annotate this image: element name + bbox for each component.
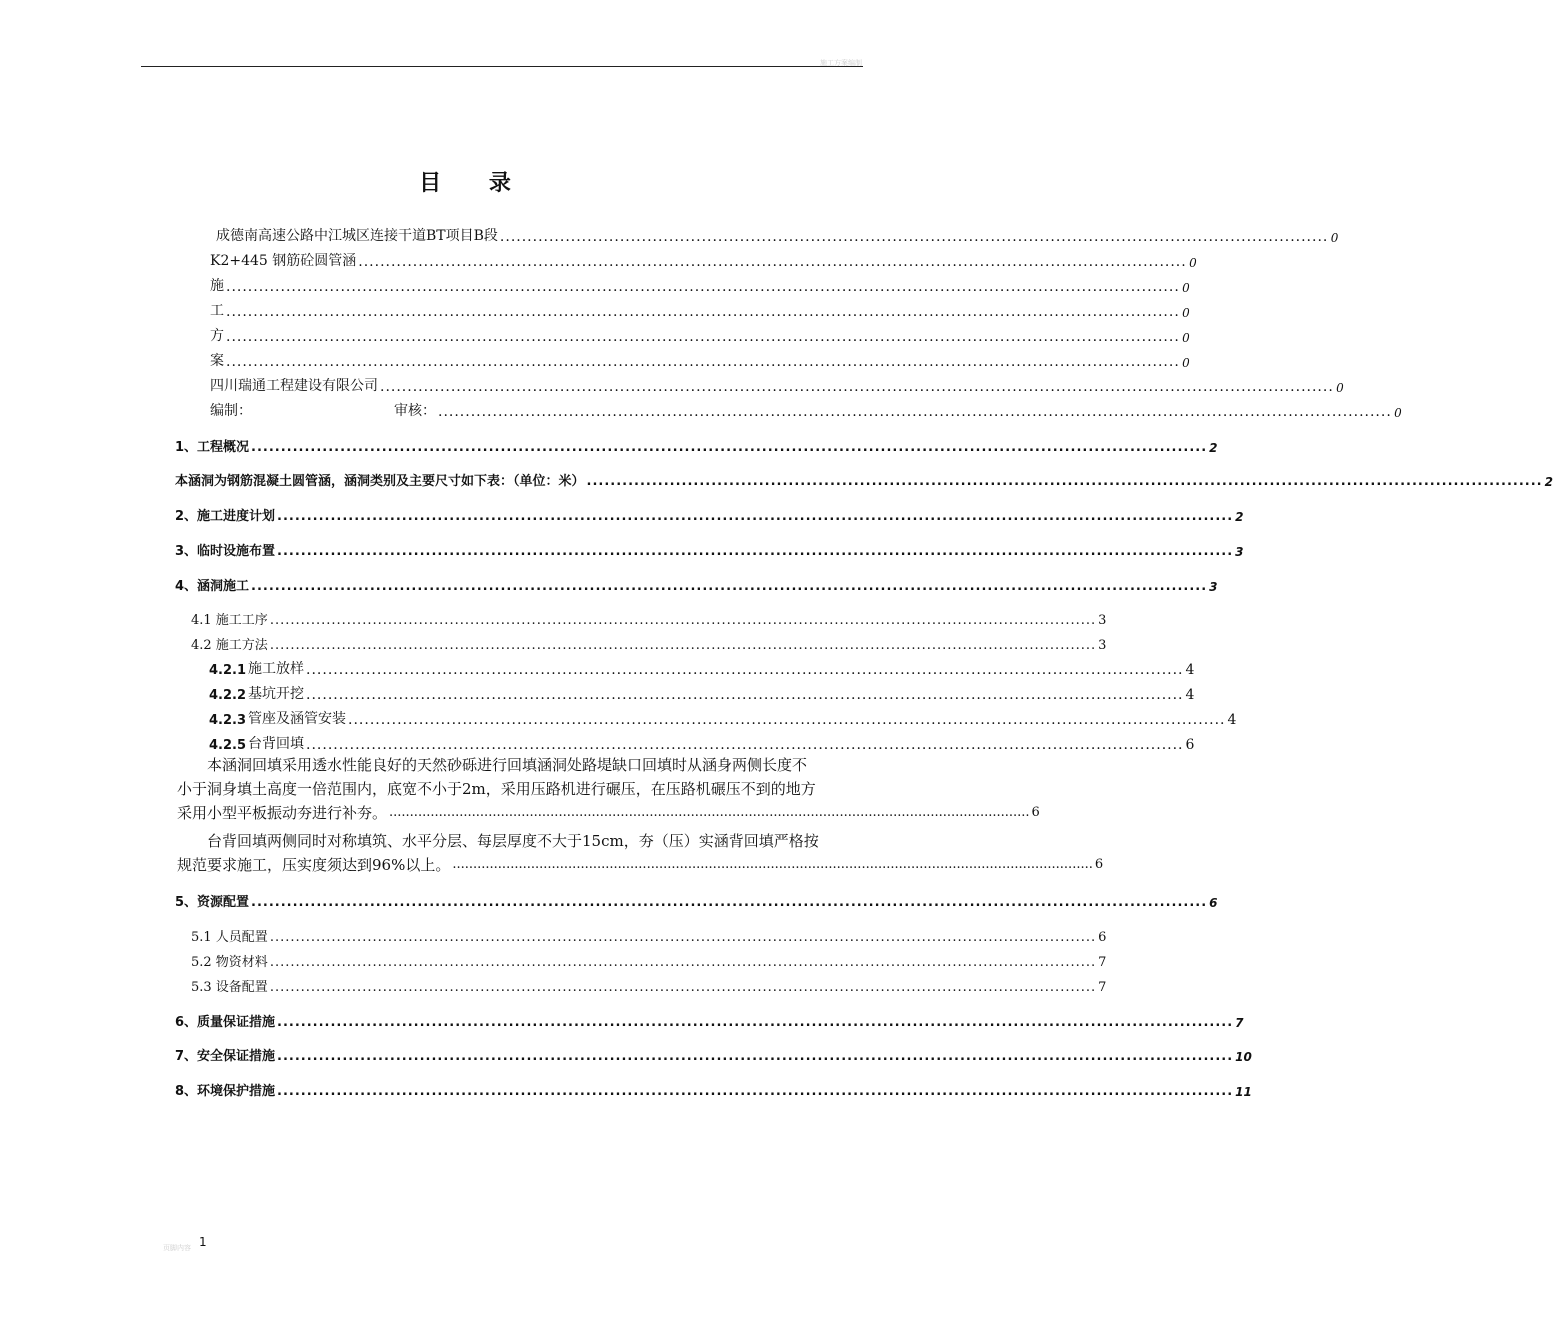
toc-page-number: 2 xyxy=(1544,475,1553,489)
dot-leader: ............................................................................................................................................................................... xyxy=(226,329,1180,345)
toc-text: 4、涵洞施工 xyxy=(175,579,250,594)
toc-page-number: 3 xyxy=(1235,545,1244,559)
toc-page-number: 6 xyxy=(1185,737,1195,753)
toc-text: 8、环境保护措施 xyxy=(175,1084,276,1099)
toc-section-number: 4.2.2 xyxy=(209,688,247,703)
toc-entry[interactable] xyxy=(191,951,1107,970)
toc-text: 案 xyxy=(210,353,224,369)
toc-text: 编制： xyxy=(210,403,252,419)
toc-entry[interactable] xyxy=(209,733,1195,753)
toc-cover-line[interactable] xyxy=(210,375,1344,395)
footer-text: 页脚内容 xyxy=(163,1244,191,1252)
paragraph-line: 规范要求施工，压实度须达到96%以上。 xyxy=(177,856,451,874)
toc-entry[interactable] xyxy=(209,658,1195,678)
toc-cover-line[interactable] xyxy=(210,250,1197,270)
toc-entry[interactable] xyxy=(175,505,1244,524)
toc-text: 5.1 人员配置 xyxy=(191,930,268,945)
dot-leader: ................................................................................................................................................................. xyxy=(277,1084,1234,1099)
toc-paragraph-entry[interactable] xyxy=(177,753,1040,825)
toc-text: 工 xyxy=(210,303,224,319)
toc-entry[interactable] xyxy=(191,926,1107,945)
toc-entry[interactable] xyxy=(209,683,1195,703)
toc-text: 本涵洞为钢筋混凝土圆管涵，涵洞类别及主要尺寸如下表：（单位：米） xyxy=(175,474,585,489)
toc-page-number: 7 xyxy=(1235,1016,1244,1030)
toc-cover-line[interactable] xyxy=(210,350,1190,370)
toc-text: 基坑开挖 xyxy=(248,686,305,702)
toc-page-number: 0 xyxy=(1336,381,1344,395)
toc-page-number: 10 xyxy=(1235,1050,1252,1064)
dot-leader: ................................................................................................................................................................. xyxy=(269,980,1097,995)
toc-paragraph-entry[interactable] xyxy=(177,829,1104,877)
paragraph-line: 本涵洞回填采用透水性能良好的天然砂砾进行回填涵洞处路堤缺口回填时从涵身两侧长度不 xyxy=(207,756,808,774)
toc-page-number: 7 xyxy=(1098,980,1107,995)
toc-page-number: 11 xyxy=(1235,1085,1252,1099)
toc-text: 施工放样 xyxy=(248,661,305,677)
toc-text: 6、质量保证措施 xyxy=(175,1015,276,1030)
page-title: 目 录 xyxy=(419,171,531,196)
toc-page-number: 3 xyxy=(1209,580,1218,594)
toc-cover-line[interactable] xyxy=(210,225,1339,245)
toc-page-number: 0 xyxy=(1182,356,1190,370)
dot-leader: ................................................................................................................................................................. xyxy=(277,1049,1234,1064)
toc-page-number: 7 xyxy=(1098,955,1107,970)
toc-text: 5.3 设备配置 xyxy=(191,980,268,995)
toc-page-number: 0 xyxy=(1182,281,1190,295)
dot-leader: ................................................................................................................................................................. xyxy=(269,638,1097,653)
dot-leader: ................................................................................................................................................................. xyxy=(251,895,1208,910)
dot-leader: ................................................................................................................................................................. xyxy=(306,737,1184,753)
toc-text: 管座及涵管安装 xyxy=(248,711,347,727)
toc-page-number: 0 xyxy=(1182,306,1190,320)
dot-leader: ........................................................................................................................................................ xyxy=(499,229,1329,245)
toc-entry[interactable] xyxy=(191,634,1107,653)
dot-leader: ................................................................................................................................................................. xyxy=(586,474,1543,489)
dot-leader: ................................................................................................................................................................. xyxy=(251,440,1208,455)
dot-leader: ................................................................................................................................................................. xyxy=(277,544,1234,559)
toc-text: 施 xyxy=(210,278,224,294)
toc-page-number: 4 xyxy=(1185,662,1195,678)
dot-leader: ............................................................................................................................................................................... xyxy=(226,279,1180,295)
toc-cover-line[interactable] xyxy=(210,300,1190,320)
toc-page-number: 6 xyxy=(1094,857,1104,872)
toc-page-number: 0 xyxy=(1394,406,1402,420)
toc-page-number: 2 xyxy=(1209,441,1218,455)
paragraph-line: 采用小型平板振动夯进行补夯。 xyxy=(177,804,388,822)
dot-leader: ................................................................................................................................................................. xyxy=(277,509,1234,524)
toc-text: 4.1 施工工序 xyxy=(191,613,268,628)
paragraph-line: 小于洞身填土高度一倍范围内，底宽不小于2m，采用压路机进行碾压，在压路机碾压不到的地方 xyxy=(177,780,816,798)
toc-text: 1、工程概况 xyxy=(175,440,250,455)
toc-page-number: 4 xyxy=(1227,712,1237,728)
dot-leader: ................................................................................................................................................................. xyxy=(348,712,1226,728)
toc-entry[interactable] xyxy=(191,609,1107,628)
toc-page-number: 6 xyxy=(1209,896,1218,910)
toc-page-number: 0 xyxy=(1189,256,1197,270)
footer-page-number: 1 xyxy=(199,1235,207,1249)
dot-leader: ............................................................................................................................................................................... xyxy=(380,379,1334,395)
toc-page-number: 0 xyxy=(1330,231,1339,245)
dot-leader: ............................................................................................................................................................................... xyxy=(438,404,1392,420)
paragraph-last-line xyxy=(177,853,1104,877)
toc-text: K2+445 钢筋砼圆管涵 xyxy=(210,253,357,269)
paragraph-line: 台背回填两侧同时对称填筑、水平分层、每层厚度不大于15cm，夯（压）实涵背回填严格按 xyxy=(207,832,819,850)
paragraph-last-line xyxy=(177,801,1040,825)
toc-cover-line[interactable] xyxy=(210,400,1402,420)
toc-page-number: 3 xyxy=(1098,638,1107,653)
toc-page-number: 4 xyxy=(1185,687,1195,703)
toc-entry[interactable] xyxy=(191,976,1107,995)
toc-page-number: 6 xyxy=(1098,930,1107,945)
header-rule xyxy=(141,66,863,67)
toc-text: 四川瑞通工程建设有限公司 xyxy=(210,378,378,394)
toc-text: 4.2 施工方法 xyxy=(191,638,268,653)
dot-leader: ........................................................................................................................................................... xyxy=(452,857,1093,872)
toc-entry[interactable] xyxy=(175,1045,1252,1064)
toc-page-number: 2 xyxy=(1235,510,1244,524)
toc-text: 成德南高速公路中江城区连接干道BT项目B段 xyxy=(216,228,498,244)
dot-leader: ................................................................................................................................................................. xyxy=(277,1015,1234,1030)
toc-entry[interactable] xyxy=(209,708,1237,728)
toc-text: 3、临时设施布置 xyxy=(175,544,276,559)
toc-page-number: 3 xyxy=(1098,613,1107,628)
header-text: 施工方案编制 xyxy=(820,59,862,67)
dot-leader: ........................................................................................................................................................ xyxy=(358,254,1187,270)
dot-leader: ............................................................................................................................................................................... xyxy=(226,304,1180,320)
toc-cover-line[interactable] xyxy=(210,325,1190,345)
toc-section-number: 4.2.3 xyxy=(209,713,247,728)
toc-section-number: 4.2.5 xyxy=(209,738,247,753)
toc-entry[interactable] xyxy=(175,540,1244,559)
toc-entry[interactable] xyxy=(175,1080,1252,1099)
dot-leader: ................................................................................................................................................................. xyxy=(269,930,1097,945)
dot-leader: ........................................................................................................................................................... xyxy=(389,805,1030,820)
toc-entry[interactable] xyxy=(175,1011,1244,1030)
toc-page-number: 0 xyxy=(1182,331,1190,345)
toc-entry[interactable] xyxy=(175,436,1218,455)
dot-leader: ............................................................................................................................................................................... xyxy=(226,354,1180,370)
toc-cover-line[interactable] xyxy=(210,275,1190,295)
dot-leader: ................................................................................................................................................................. xyxy=(269,955,1097,970)
toc-entry[interactable] xyxy=(175,575,1218,594)
dot-leader: ................................................................................................................................................................. xyxy=(306,687,1184,703)
toc-text: 2、施工进度计划 xyxy=(175,509,276,524)
toc-text: 台背回填 xyxy=(248,736,305,752)
dot-leader: ................................................................................................................................................................. xyxy=(269,613,1097,628)
toc-section-number: 4.2.1 xyxy=(209,663,247,678)
toc-text: 5、资源配置 xyxy=(175,895,250,910)
toc-text: 5.2 物资材料 xyxy=(191,955,268,970)
toc-entry[interactable] xyxy=(175,470,1553,489)
toc-text: 方 xyxy=(210,328,224,344)
toc-text: 7、安全保证措施 xyxy=(175,1049,276,1064)
toc-text-secondary: 审核： xyxy=(394,403,436,419)
dot-leader: ................................................................................................................................................................. xyxy=(251,579,1208,594)
toc-entry[interactable] xyxy=(175,891,1218,910)
toc-page-number: 6 xyxy=(1031,805,1040,820)
dot-leader: ................................................................................................................................................................. xyxy=(306,662,1184,678)
